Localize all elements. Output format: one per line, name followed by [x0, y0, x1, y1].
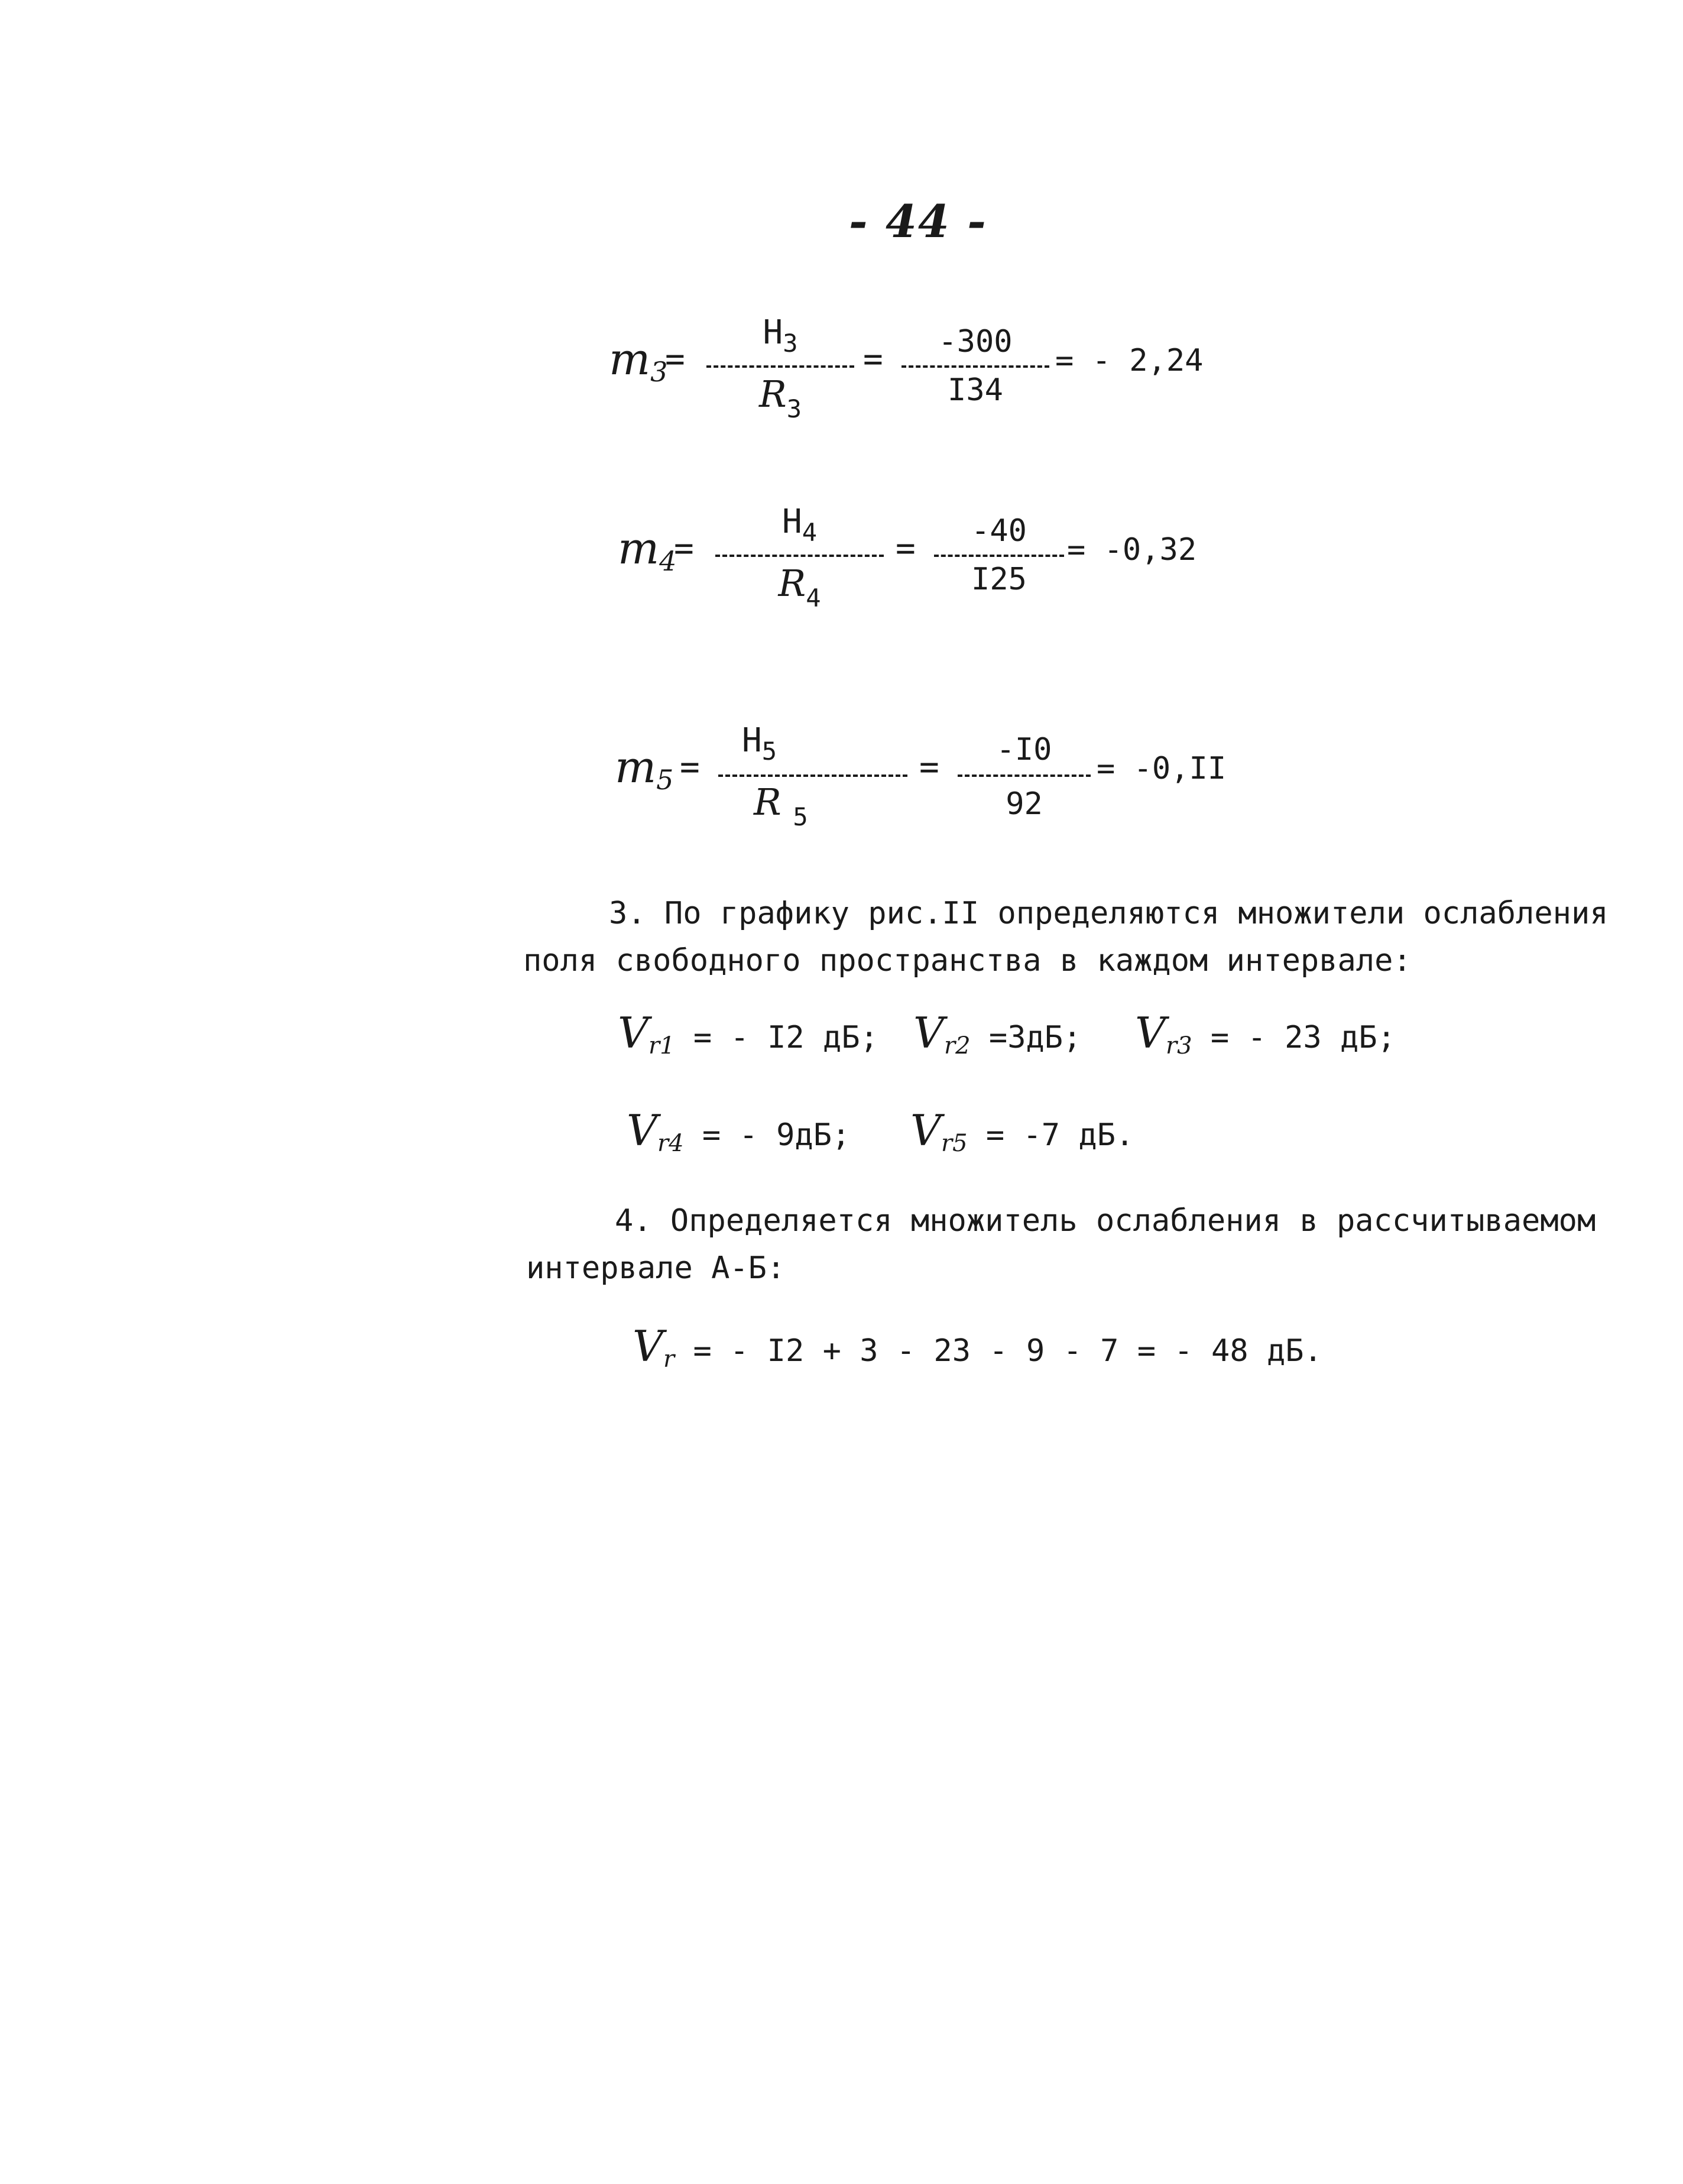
- fraction-symbolic: [706, 313, 854, 432]
- attenuation-row-2: [627, 1106, 1218, 1171]
- numerator-symbol: $H_5$: [742, 721, 777, 766]
- section-3-line-1: 3. По графику рис.II определяются множители ослабления: [609, 896, 1609, 931]
- numerator-value: -40: [971, 513, 1027, 549]
- section-3-line-2: поля свободного пространства в каждом интервале:: [523, 943, 1412, 978]
- denominator-symbol: $R_3$: [759, 372, 802, 423]
- formula-m3: [609, 313, 1259, 455]
- formula-result: = - 2,24: [1055, 343, 1204, 378]
- fraction-numeric: [958, 721, 1091, 845]
- equals-sign: =: [896, 529, 916, 568]
- fraction-numeric: [934, 503, 1064, 621]
- total-attenuation: [633, 1321, 1342, 1386]
- fraction-symbolic: [715, 503, 884, 621]
- numerator-symbol: $H_4$: [781, 503, 817, 547]
- numerator-symbol: $H_3$: [763, 313, 798, 358]
- v-symbol: $V_{r4}$: [627, 1106, 684, 1157]
- formula-lhs: $m_4$: [618, 523, 677, 577]
- denominator-value: I25: [971, 562, 1027, 597]
- v-symbol: $V_{r1}$: [618, 1008, 675, 1059]
- denominator-symbol: $R_4$: [778, 562, 821, 613]
- denominator-symbol: R $_5$: [754, 780, 808, 831]
- formula-m5: [615, 721, 1265, 863]
- attenuation-value: = - 9дБ;: [702, 1117, 851, 1153]
- section-4-line-2: интервале А-Б:: [526, 1250, 786, 1286]
- fraction-numeric: [902, 313, 1049, 432]
- v-symbol: $V_{r5}$: [910, 1106, 968, 1157]
- formula-m4: [618, 503, 1268, 644]
- attenuation-value: = - I2 дБ;: [693, 1020, 878, 1055]
- attenuation-row-1: [618, 1008, 1396, 1073]
- v-symbol: $V_{r2}$: [913, 1008, 971, 1059]
- total-expression: = - I2 + 3 - 23 - 9 - 7 = - 48 дБ.: [693, 1333, 1322, 1369]
- page-number: - 44 -: [849, 195, 987, 248]
- equals-sign: =: [919, 748, 939, 786]
- formula-lhs: $m_3$: [609, 334, 668, 388]
- v-symbol: $V_{r3}$: [1135, 1008, 1192, 1059]
- equals-sign: =: [863, 340, 883, 378]
- v-symbol: $V_r$: [633, 1321, 675, 1373]
- equals-sign: =: [665, 340, 685, 378]
- attenuation-value: =3дБ;: [988, 1020, 1082, 1055]
- formula-lhs: $m_5$: [615, 742, 674, 796]
- section-4-line-1: 4. Определяется множитель ослабления в рассчитываемом: [615, 1203, 1596, 1239]
- attenuation-value: = - 23 дБ;: [1210, 1020, 1396, 1055]
- formula-result: = -0,II: [1097, 751, 1227, 786]
- attenuation-item-r4: [627, 1106, 850, 1157]
- numerator-value: -300: [938, 324, 1013, 359]
- numerator-value: -I0: [996, 732, 1052, 767]
- attenuation-item-r3: [1135, 1008, 1396, 1059]
- attenuation-item-r5: [910, 1106, 1134, 1157]
- attenuation-value: = -7 дБ.: [985, 1117, 1134, 1153]
- attenuation-item-r1: [618, 1008, 878, 1059]
- formula-result: = -0,32: [1067, 532, 1197, 568]
- equals-sign: =: [674, 529, 694, 568]
- denominator-value: 92: [1006, 786, 1043, 822]
- attenuation-item-r2: [913, 1008, 1081, 1059]
- fraction-symbolic: [718, 721, 907, 845]
- equals-sign: =: [680, 748, 700, 786]
- denominator-value: I34: [948, 372, 1003, 408]
